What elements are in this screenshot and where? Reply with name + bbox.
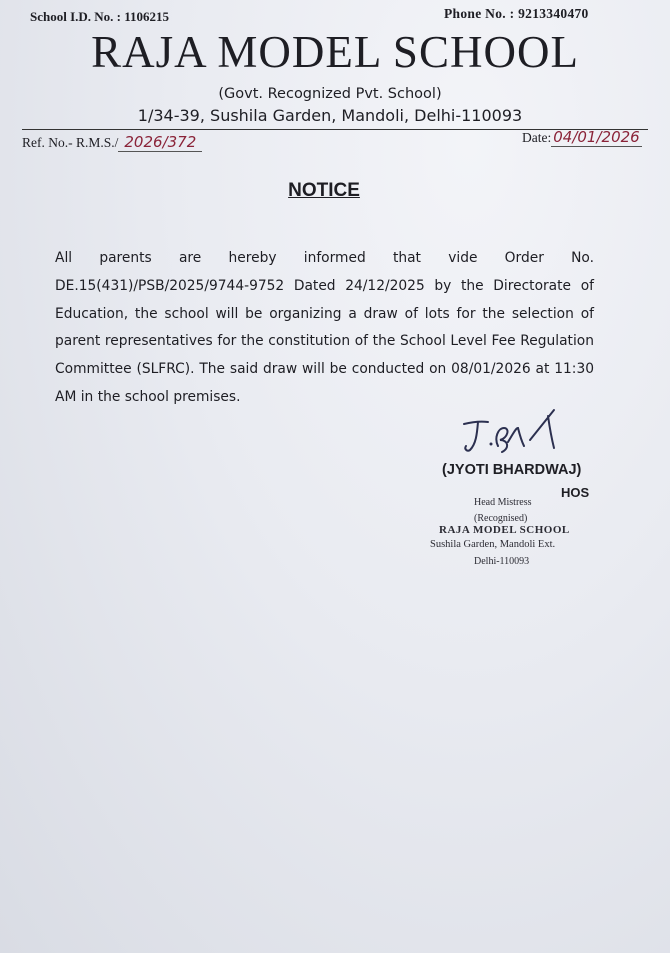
date-label: Date: [522, 130, 552, 145]
stamp-line-title: Head Mistress [474, 497, 532, 508]
stamp-line-address: Sushila Garden, Mandoli Ext. [430, 539, 556, 550]
notice-body: All parents are hereby informed that vide Order No. DE.15(431)/PSB/2025/9744-9752 Dated 24/12/2025 by the Directorate of Education, the school will be organizing a draw of lots for the selection of parent representatives for the constitution of the School Level Fee Regulation Committee (SLFRC). The said draw will be conducted on 08/01/2026 at 11:30 AM in the school premises. [55, 250, 594, 405]
recognition-line: (Govt. Recognized Pvt. School) [218, 86, 442, 102]
stamp-line-recognised: (Recognised) [474, 513, 528, 524]
ref-label: Ref. No.- R.M.S./ [22, 135, 119, 150]
signatory-role: HOS [561, 485, 590, 500]
signatory-name: (JYOTI BHARDWAJ) [442, 462, 582, 478]
stamp-line-school: RAJA MODEL SCHOOL [439, 524, 570, 536]
notice-date [522, 128, 642, 147]
stamp-line-city: Delhi-110093 [474, 556, 530, 567]
signature-image [458, 402, 568, 462]
notice-title: NOTICE [288, 180, 360, 201]
reference-number [22, 133, 202, 152]
ref-number-handwritten: 2026/372 [118, 133, 202, 152]
school-address: 1/34-39, Sushila Garden, Mandoli, Delhi-110093 [137, 106, 523, 125]
date-handwritten: 04/01/2026 [553, 128, 640, 146]
school-id: School I.D. No. : 1106215 [30, 9, 170, 24]
phone-number: Phone No. : 9213340470 [444, 6, 589, 21]
school-name: RAJA MODEL SCHOOL [91, 27, 579, 77]
